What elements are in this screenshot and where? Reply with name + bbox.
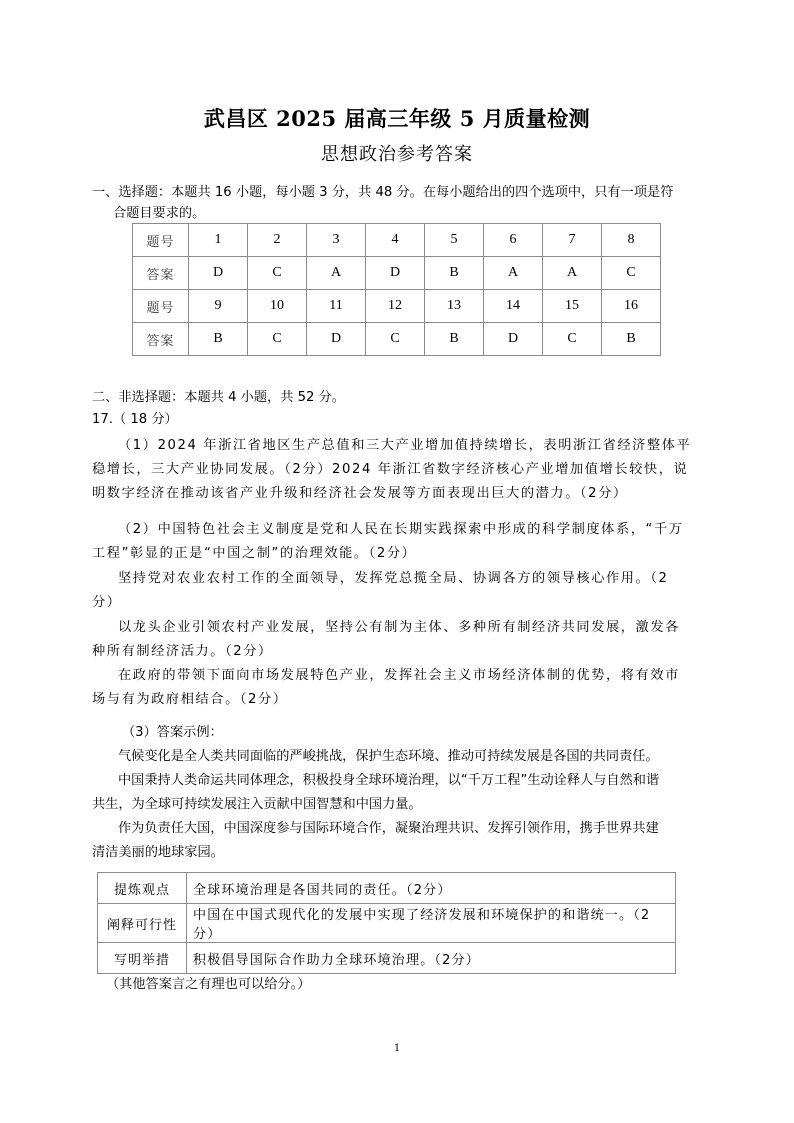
answer-part1-line: （1）2024 年浙江省地区生产总值和三大产业增加值持续增长，表明浙江省经济整体平 <box>118 438 692 453</box>
answer-cell: D <box>366 257 425 290</box>
answer-part3-line: （3）答案示例： <box>122 725 223 740</box>
table-row <box>98 943 676 974</box>
question-number: 13 <box>425 290 484 323</box>
answer-part2-line: （2）中国特色社会主义制度是党和人民在长期实践探索中形成的科学制度体系，“千万 <box>118 522 684 537</box>
page-number: 1 <box>393 1043 401 1054</box>
rubric-criterion: 写明举措 <box>98 943 187 974</box>
row-label: 答案 <box>133 323 189 356</box>
question-number: 11 <box>307 290 366 323</box>
answer-cell: A <box>484 257 543 290</box>
answer-cell: C <box>543 323 602 356</box>
answer-part1-line: 稳增长，三大产业协同发展。（2分）2024 年浙江省数字经济核心产业增加值增长较快，说 <box>92 462 689 477</box>
answer-part3-line: 作为负责任大国，中国深度参与国际环境合作，凝聚治理共识、发挥引领作用，携手世界共建 <box>118 821 659 836</box>
question-number: 12 <box>366 290 425 323</box>
section2-intro: 二、非选择题：本题共 4 小题，共 52 分。 <box>92 390 345 405</box>
question-number: 14 <box>484 290 543 323</box>
table-row <box>133 290 661 323</box>
question-number: 6 <box>484 224 543 257</box>
question-17-header: 17.（ 18 分） <box>92 412 178 427</box>
answer-cell: B <box>425 257 484 290</box>
question-number: 8 <box>602 224 661 257</box>
question-number: 16 <box>602 290 661 323</box>
answer-cell: C <box>248 257 307 290</box>
question-number: 3 <box>307 224 366 257</box>
question-number: 1 <box>189 224 248 257</box>
section1-intro: 一、选择题：本题共 16 小题，每小题 3 分，共 48 分。在每小题给出的四个选项中，只有一项是符 <box>92 185 674 200</box>
answer-cell: B <box>189 323 248 356</box>
grading-note: （其他答案言之有理也可以给分。） <box>106 977 311 992</box>
table-row <box>133 224 661 257</box>
answer-cell: A <box>543 257 602 290</box>
question-number: 7 <box>543 224 602 257</box>
rubric-answer: 全球环境治理是各国共同的责任。（2分） <box>187 873 676 904</box>
answer-cell: B <box>425 323 484 356</box>
answer-part2-line: 以龙头企业引领农村产业发展，坚持公有制为主体、多种所有制经济共同发展，激发各 <box>118 620 680 635</box>
answer-cell: D <box>307 323 366 356</box>
answer-part3-line: 共生，为全球可持续发展注入贡献中国智慧和中国力量。 <box>92 797 422 812</box>
table-row <box>133 323 661 356</box>
answer-cell: C <box>366 323 425 356</box>
answer-cell: A <box>307 257 366 290</box>
row-label: 答案 <box>133 257 189 290</box>
question-number: 4 <box>366 224 425 257</box>
answer-cell: C <box>602 257 661 290</box>
answer-part3-line: 气候变化是全人类共同面临的严峻挑战，保护生态环境、推动可持续发展是各国的共同责任。 <box>118 749 659 764</box>
table-row <box>98 873 676 904</box>
answer-cell: C <box>248 323 307 356</box>
row-label: 题号 <box>133 290 189 323</box>
question-number: 5 <box>425 224 484 257</box>
rubric-answer: 积极倡导国际合作助力全球环境治理。（2分） <box>187 943 676 974</box>
answer-cell: D <box>189 257 248 290</box>
question-number: 10 <box>248 290 307 323</box>
table-row <box>133 257 661 290</box>
answer-part3-line: 中国秉持人类命运共同体理念，积极投身全球环境治理，以“千万工程”生动诠释人与自然和谐 <box>118 773 660 788</box>
question-number: 9 <box>189 290 248 323</box>
question-number: 2 <box>248 224 307 257</box>
answer-part2-line: 工程”彰显的正是“中国之制”的治理效能。（2分） <box>92 546 417 561</box>
answer-key-table <box>132 223 661 356</box>
section1-intro-cont: 合题目要求的。 <box>113 206 206 221</box>
answer-part3-line: 清洁美丽的地球家园。 <box>92 845 224 860</box>
question-number: 15 <box>543 290 602 323</box>
answer-part2-line: 种所有制经济活力。（2分） <box>92 644 273 659</box>
document-title: 武昌区 2025 届高三年级 5 月质量检测 <box>203 106 591 131</box>
scoring-rubric-table <box>97 872 676 974</box>
row-label: 题号 <box>133 224 189 257</box>
rubric-criterion: 阐释可行性 <box>98 904 187 943</box>
answer-part2-line: 坚持党对农业农村工作的全面领导，发挥党总揽全局、协调各方的领导核心作用。（2 <box>118 571 669 586</box>
answer-part1-line: 明数字经济在推动该省产业升级和经济社会发展等方面表现出巨大的潜力。（2分） <box>92 486 628 501</box>
document-subtitle: 思想政治参考答案 <box>321 144 473 165</box>
answer-part2-line: 在政府的带领下面向市场发展特色产业，发挥社会主义市场经济体制的优势，将有效市 <box>118 668 680 683</box>
answer-cell: D <box>484 323 543 356</box>
answer-part2-line: 场与有为政府相结合。（2分） <box>92 692 288 707</box>
answer-part2-line: 分） <box>92 595 122 610</box>
rubric-answer: 中国在中国式现代化的发展中实现了经济发展和环境保护的和谐统一。（2分） <box>187 904 676 943</box>
rubric-criterion: 提炼观点 <box>98 873 187 904</box>
table-row <box>98 904 676 943</box>
answer-cell: B <box>602 323 661 356</box>
